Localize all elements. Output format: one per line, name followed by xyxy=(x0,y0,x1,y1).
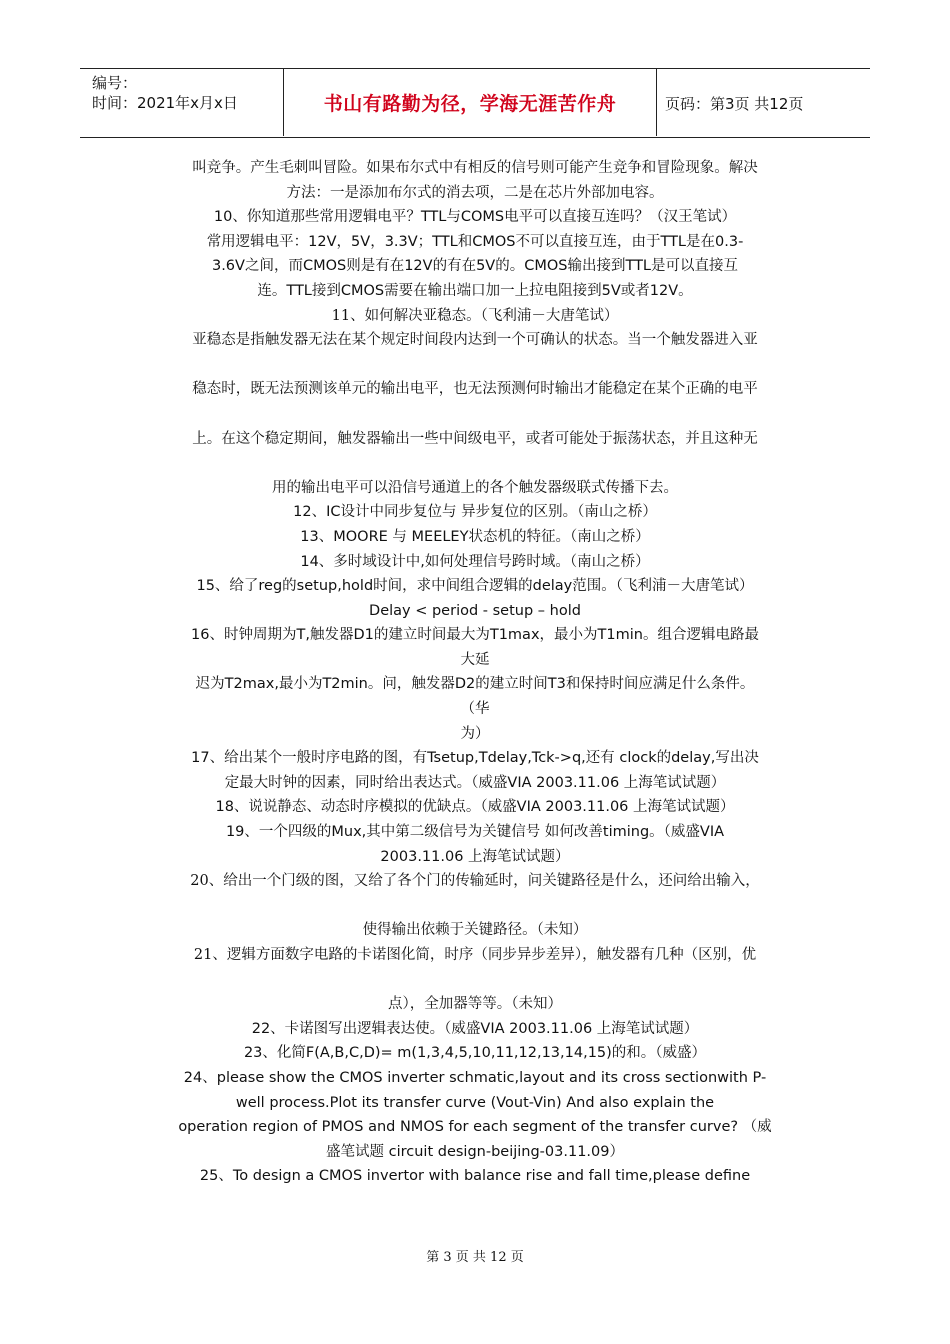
text-line: 方法：一是添加布尔式的消去项，二是在芯片外部加电容。 xyxy=(286,184,664,201)
text-line: 点），全加器等等。（未知） xyxy=(388,996,562,1013)
page-footer: 第 3 页 共 12 页 xyxy=(426,1250,524,1265)
question-14: 14、多时域设计中,如何处理信号跨时域。（南山之桥） xyxy=(300,553,650,570)
question-16: 16、时钟周期为T,触发器D1的建立时间最大为T1max，最小为T1min。组合逻辑电路最 xyxy=(191,627,759,644)
text-line: 大延 xyxy=(460,651,490,668)
text-line: 盛笔试题 circuit design-beijing-03.11.09） xyxy=(326,1143,624,1160)
question-12: 12、IC设计中同步复位与 异步复位的区别。（南山之桥） xyxy=(293,504,657,521)
text-line: 叫竞争。产生毛刺叫冒险。如果布尔式中有相反的信号则可能产生竞争和冒险现象。解决 xyxy=(192,160,758,176)
header-meta xyxy=(92,73,238,113)
text-line: well process.Plot its transfer curve (Vout-Vin) And also explain the xyxy=(235,1094,715,1111)
text-line: 上。在这个稳定期间，触发器输出一些中间级电平，或者可能处于振荡状态，并且这种无 xyxy=(192,430,758,447)
text-line: operation region of PMOS and NMOS for each segment of the transfer curve? （威 xyxy=(178,1119,772,1136)
text-line: 稳态时，既无法预测该单元的输出电平，也无法预测何时输出才能稳定在某个正确的电平 xyxy=(192,381,758,398)
text-line: 连。TTL接到CMOS需要在输出端口加一上拉电阻接到5V或者12V。 xyxy=(257,282,693,299)
question-13: 13、MOORE 与 MEELEY状态机的特征。（南山之桥） xyxy=(300,528,650,545)
question-11: 11、如何解决亚稳态。（飞利浦－大唐笔试） xyxy=(331,307,619,324)
text-line: （华 xyxy=(460,701,490,718)
question-10: 10、你知道那些常用逻辑电平？TTL与COMS电平可以直接互连吗？（汉王笔试） xyxy=(213,209,737,226)
text-line: 2003.11.06 上海笔试试题） xyxy=(380,848,570,865)
question-19: 19、一个四级的Mux,其中第二级信号为关键信号 如何改善timing。（威盛VIA xyxy=(225,824,725,841)
time-line: 时间：2021年x月x日 xyxy=(92,94,238,112)
question-24: 24、please show the CMOS inverter schmatic,layout and its cross sectionwith P- xyxy=(183,1069,767,1086)
text-line: 迟为T2max,最小为T2min。问，触发器D2的建立时间T3和保持时间应满足什么条件。 xyxy=(195,676,755,693)
text-line: 3.6V之间，而CMOS则是有在12V的有在5V的。CMOS输出接到TTL是可以直接互 xyxy=(211,258,739,275)
code-label: 编号： xyxy=(92,74,138,92)
text-line: 定最大时钟的因素，同时给出表达式。（威盛VIA 2003.11.06 上海笔试试题） xyxy=(224,774,726,791)
question-22: 22、卡诺图写出逻辑表达使。（威盛VIA 2003.11.06 上海笔试试题） xyxy=(251,1020,699,1037)
question-20: 20、给出一个门级的图，又给了各个门的传输延时，问关键路径是什么，还问给出输入， xyxy=(190,873,760,890)
question-25: 25、To design a CMOS invertor with balance rise and fall time,please define xyxy=(199,1168,751,1185)
page-header xyxy=(80,68,870,138)
question-23: 23、化简F(A,B,C,D)= m(1,3,4,5,10,11,12,13,14,15)的和。（威盛） xyxy=(243,1045,707,1062)
question-17: 17、给出某个一般时序电路的图，有Tsetup,Tdelay,Tck->q,还有 clock的delay,写出决 xyxy=(191,750,759,767)
question-18: 18、说说静态、动态时序模拟的优缺点。（威盛VIA 2003.11.06 上海笔试试题） xyxy=(215,799,735,816)
text-line: 为） xyxy=(460,725,490,742)
text-line: 使得输出依赖于关键路径。（未知） xyxy=(362,922,588,939)
text-line: 亚稳态是指触发器无法在某个规定时间段内达到一个可确认的状态。当一个触发器进入亚 xyxy=(192,332,758,349)
text-line: 用的输出电平可以沿信号通道上的各个触发器级联式传播下去。 xyxy=(272,479,678,496)
question-15: 15、给了reg的setup,hold时间，求中间组合逻辑的delay范围。（飞利浦－大唐笔试） xyxy=(196,578,754,595)
header-motto: 书山有路勤为径，学海无涯苦作舟 xyxy=(283,68,657,136)
header-page-info: 页码：第3页 共12页 xyxy=(665,95,804,113)
formula-line: Delay < period - setup – hold xyxy=(369,602,581,619)
text-line: 常用逻辑电平：12V，5V，3.3V；TTL和CMOS不可以直接互连，由于TTL是在0.3- xyxy=(206,233,744,250)
question-21: 21、逻辑方面数字电路的卡诺图化简，时序（同步异步差异），触发器有几种（区别，优 xyxy=(193,947,757,963)
document-body xyxy=(140,156,810,1189)
